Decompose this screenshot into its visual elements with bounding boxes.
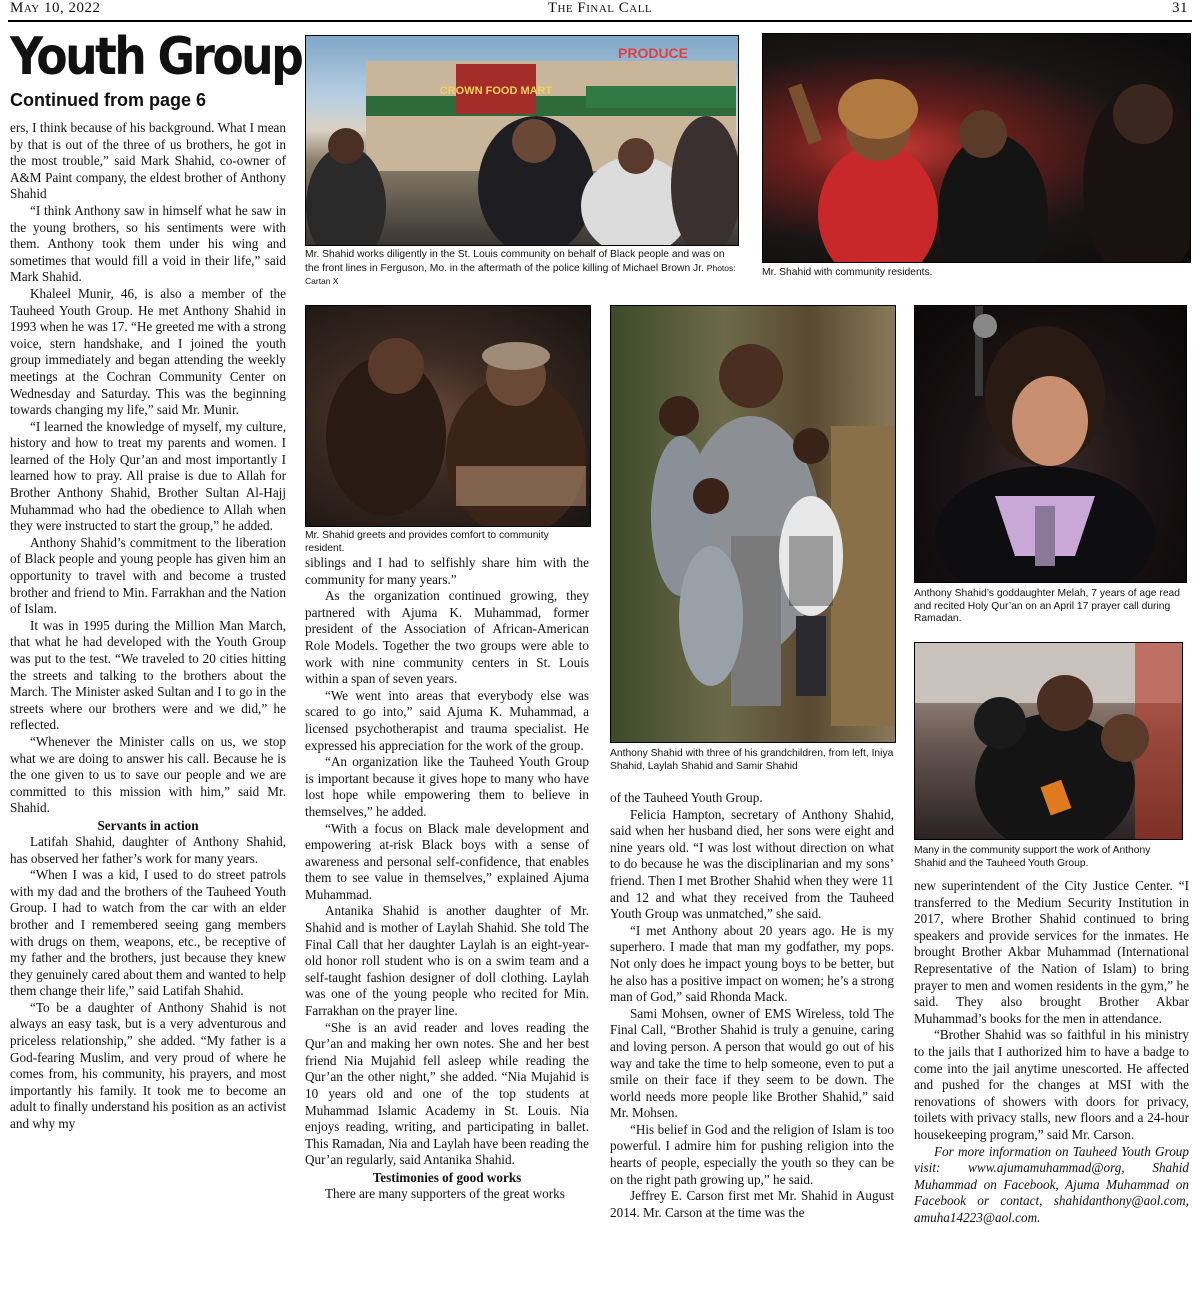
article-paragraph: “Brother Shahid was so faithful in his ministry to the jails that I authorized him to have a badge to come into the jail anytime unescorted. He affected and pushed for the changes at MSI with the renovations of showers with doors for privacy, toilets with privacy stalls, new floors and a 24-hour housekeeping program,” said Mr. Carson. <box>914 1027 1189 1142</box>
article-paragraph: “I think Anthony saw in himself what he saw in the young brothers, so his sentiments were with them. Anthony took them under his wing and sometimes that would fill a void in their life,” said Mark Shahid. <box>10 202 286 285</box>
article-column-1 <box>10 120 286 1298</box>
article-paragraph: Felicia Hampton, secretary of Anthony Shahid, said when her husband died, her sons were eight and nine years old. “I was lost without direction on what to do because he was the disciplinarian and my sons’ friend. Then I met Brother Shahid when they were 11 and 12 and what they received from the Tauheed Youth Group was unmatched,” she said. <box>610 806 894 922</box>
photo-greeting-resident <box>305 305 591 527</box>
article-paragraph: As the organization continued growing, they partnered with Ajuma K. Muhammad, former president of the Association of African-American Role Models. Together the two groups were able to work with nine community centers in St. Louis within a span of seven years. <box>305 588 589 687</box>
article-paragraph: “Whenever the Minister calls on us, we stop what we are doing to answer his call. Because he is the one given to us to save our people and we are committed to this mission with him,” said Mr. Shahid. <box>10 733 286 816</box>
article-paragraph: “With a focus on Black male development and empowering at-risk Black boys with a sense of awareness and personal self-confidence, that enables them to see value in themselves,” explained Ajuma Muhammad. <box>305 820 589 902</box>
photo-credit: Photos: Cartan X <box>305 262 736 286</box>
page-header <box>10 0 1190 18</box>
street-crowd-image <box>306 36 738 245</box>
photo-street-crowd <box>305 35 739 246</box>
continued-label: Continued from page 6 <box>10 90 207 110</box>
produce-sign: PRODUCE <box>618 45 689 61</box>
article-paragraph: Latifah Shahid, daughter of Anthony Shahid, has observed her father’s work for many years. <box>10 833 286 866</box>
caption-photo-4: Anthony Shahid with three of his grandchildren, from left, Iniya Shahid, Laylah Shahid and Samir Shahid <box>610 748 894 772</box>
community-residents-image <box>763 34 1190 262</box>
article-paragraph: “I met Anthony about 20 years ago. He is my superhero. I made that man my godfather, my pops. Not only does he impact young boys to be better, but he also has a positive impact on women; he’s a strong man of God,” said Rhonda Mack. <box>610 922 894 1005</box>
article-paragraph: of the Tauheed Youth Group. <box>610 790 763 805</box>
caption-photo-5: Anthony Shahid’s goddaughter Melah, 7 years of age read and recited Holy Qur’an on an April 17 prayer call during Ramadan. <box>914 588 1180 624</box>
caption-photo-2: Mr. Shahid with community residents. <box>762 267 933 278</box>
greeting-resident-image <box>306 306 590 526</box>
goddaughter-image <box>915 306 1186 582</box>
article-paragraph: “An organization like the Tauheed Youth Group is important because it gives hope to many who have lost hope while empowering them to believe in themselves,” he added. <box>305 754 589 819</box>
community-hug-image <box>915 643 1182 839</box>
issue-date: May 10, 2022 <box>10 0 101 16</box>
photo-goddaughter-reciting <box>914 305 1187 583</box>
article-paragraph: new superintendent of the City Justice Center. “I transferred to the Medium Security Institution in 2017, where Brother Shahid continued to bring speakers and provide services for the inmates. He brought Brother Akbar Muhammad (International Representative of the Nation of Islam) to bring prayer to men and women residents in the gym,” he said. They also brought Brother Akbar Muhammad’s books for the men in attendance. <box>914 878 1189 1026</box>
article-paragraph: “We went into areas that everybody else was scared to go into,” said Ajuma K. Muhammad, a licensed psychotherapist and trauma specialist. He expressed his appreciation for the work of the group. <box>305 687 589 753</box>
article-column-4 <box>914 878 1189 1298</box>
article-paragraph: “When I was a kid, I used to do street patrols with my dad and the brothers of the Tauheed Youth Group. I had to watch from the car with an elder brother and I remembered seeing gang members with drugs on them, weapons, etc., be receptive of my father and the brothers, just because they knew they genuinely cared about them and wanted to help them change their life,” said Latifah Shahid. <box>10 867 286 999</box>
article-paragraph: siblings and I had to selfishly share him with the community for many years.” <box>305 555 589 587</box>
article-paragraph: “I learned the knowledge of myself, my culture, history and how to treat my parents and women. I learned of the Holy Qur’an and most importantly I learned how to pray. All praise is due to Allah for Brother Anthony Shahid, Brother Sultan Al-Hajj Muhammad who had the obedience to Allah when they were instructed to start the group,” he added. <box>10 418 286 534</box>
subhead: Testimonies of good works <box>372 1169 522 1185</box>
article-column-3 <box>610 790 894 1298</box>
article-paragraph: It was in 1995 during the Million Man March, that what he had developed with the Youth Group was put to the test. “We traveled to 20 cities hitting the streets and talking to the brothers about the March. The Minister asked Sultan and I to go in the streets where our brothers were and we did,” he reflected. <box>10 617 286 733</box>
paper-name: The Final Call <box>547 0 653 16</box>
article-paragraph: There are many supporters of the great works <box>325 1185 565 1201</box>
article-headline: Youth Group <box>10 27 302 87</box>
article-paragraph: For more information on Tauheed Youth Group visit: www.ajumamuhammad@org, Shahid Muhammad on Facebook, Ajuma Muhammad on Facebook or contact, shahidanthony@aol.com, amuha14223@aol.com. <box>914 1143 1189 1225</box>
article-paragraph: ers, I think because of his background. What I mean by that is out of the three of us brothers, he got in the most trouble,” said Mark Shahid, co-owner of A&M Paint company, the eldest brother of Anthony Shahid <box>10 120 286 202</box>
article-paragraph: Sami Mohsen, owner of EMS Wireless, told The Final Call, “Brother Shahid is truly a genuine, caring and loving person. A person that would go out of his way and take the time to help someone, even to put a smile on their face if they seem to be down. The world needs more people like Brother Shahid,” said Mr. Mohsen. <box>610 1005 894 1121</box>
caption-photo-1 <box>305 249 737 289</box>
photo-grandchildren <box>610 305 896 743</box>
caption-photo-3: Mr. Shahid greets and provides comfort to community resident. <box>305 530 549 554</box>
article-paragraph: Jeffrey E. Carson first met Mr. Shahid in August 2014. Mr. Carson at the time was the <box>610 1188 894 1220</box>
article-paragraph: Anthony Shahid’s commitment to the liberation of Black people and young people has given him an opportunity to travel with and become a trusted brother and friend to Min. Farrakhan and the Nation of Islam. <box>10 534 286 617</box>
article-paragraph: Antanika Shahid is another daughter of Mr. Shahid and is mother of Laylah Shahid. She told The Final Call that her daughter Laylah is an eight-year-old honor roll student who is on a swim team and a self-taught fashion designer of doll clothing. Laylah was one of the young people who recited for Min. Farrakhan on the prayer line. <box>305 903 589 1019</box>
article-paragraph: “His belief in God and the religion of Islam is too powerful. I admire him for pushing religion into the hearts of people, especially the youth so they can be on the right path growing up,” he said. <box>610 1121 894 1187</box>
page-number: 31 <box>1172 0 1188 16</box>
article-paragraph: “She is an avid reader and loves reading the Qur’an and making her own notes. She and her best friend Nia Mujahid fell asleep while reading the Qur’an the other night,” she added. “Nia Mujahid is 10 years old and one of the top students at Muhammad Islamic Academy in St. Louis. Nia enjoys reading, writing, and participating in ballet. This Ramadan, Nia and Laylah have been reading the Qur’an regularly, said Antanika Shahid. <box>305 1019 589 1168</box>
subhead: Servants in action <box>97 817 199 833</box>
article-paragraph: Khaleel Munir, 46, is also a member of the Tauheed Youth Group. He met Anthony Shahid in 1993 when he was 17. “He greeted me with a strong voice, stern handshake, and I joined the youth group immediately and began attending the weekly meetings at the Cochran Community Center on Wednesday and Saturday. This was the beginning towards changing my life,” said Mr. Munir. <box>10 285 286 418</box>
caption-text-1: Mr. Shahid works diligently in the St. Louis community on behalf of Black people and was on the front lines in Ferguson, Mo. in the aftermath of the police killing of Michael Brown Jr. <box>305 249 725 274</box>
grandchildren-image <box>611 306 895 742</box>
store-sign: CROWN FOOD MART <box>439 85 553 97</box>
header-rule <box>8 20 1192 22</box>
photo-community-residents <box>762 33 1191 263</box>
article-column-2 <box>305 555 589 1298</box>
caption-photo-6: Many in the community support the work of Anthony Shahid and the Tauheed Youth Group. <box>914 845 1151 869</box>
photo-community-hug <box>914 642 1183 840</box>
article-paragraph: “To be a daughter of Anthony Shahid is not always an easy task, but is a very adventurous and priceless relationship,” she added. “My father is a God-fearing Muslim, and very proud of where he comes from, his community, his prayers, and most importantly his family. It took me to become an adult to finally understand his position as an activist and why my <box>10 999 286 1132</box>
